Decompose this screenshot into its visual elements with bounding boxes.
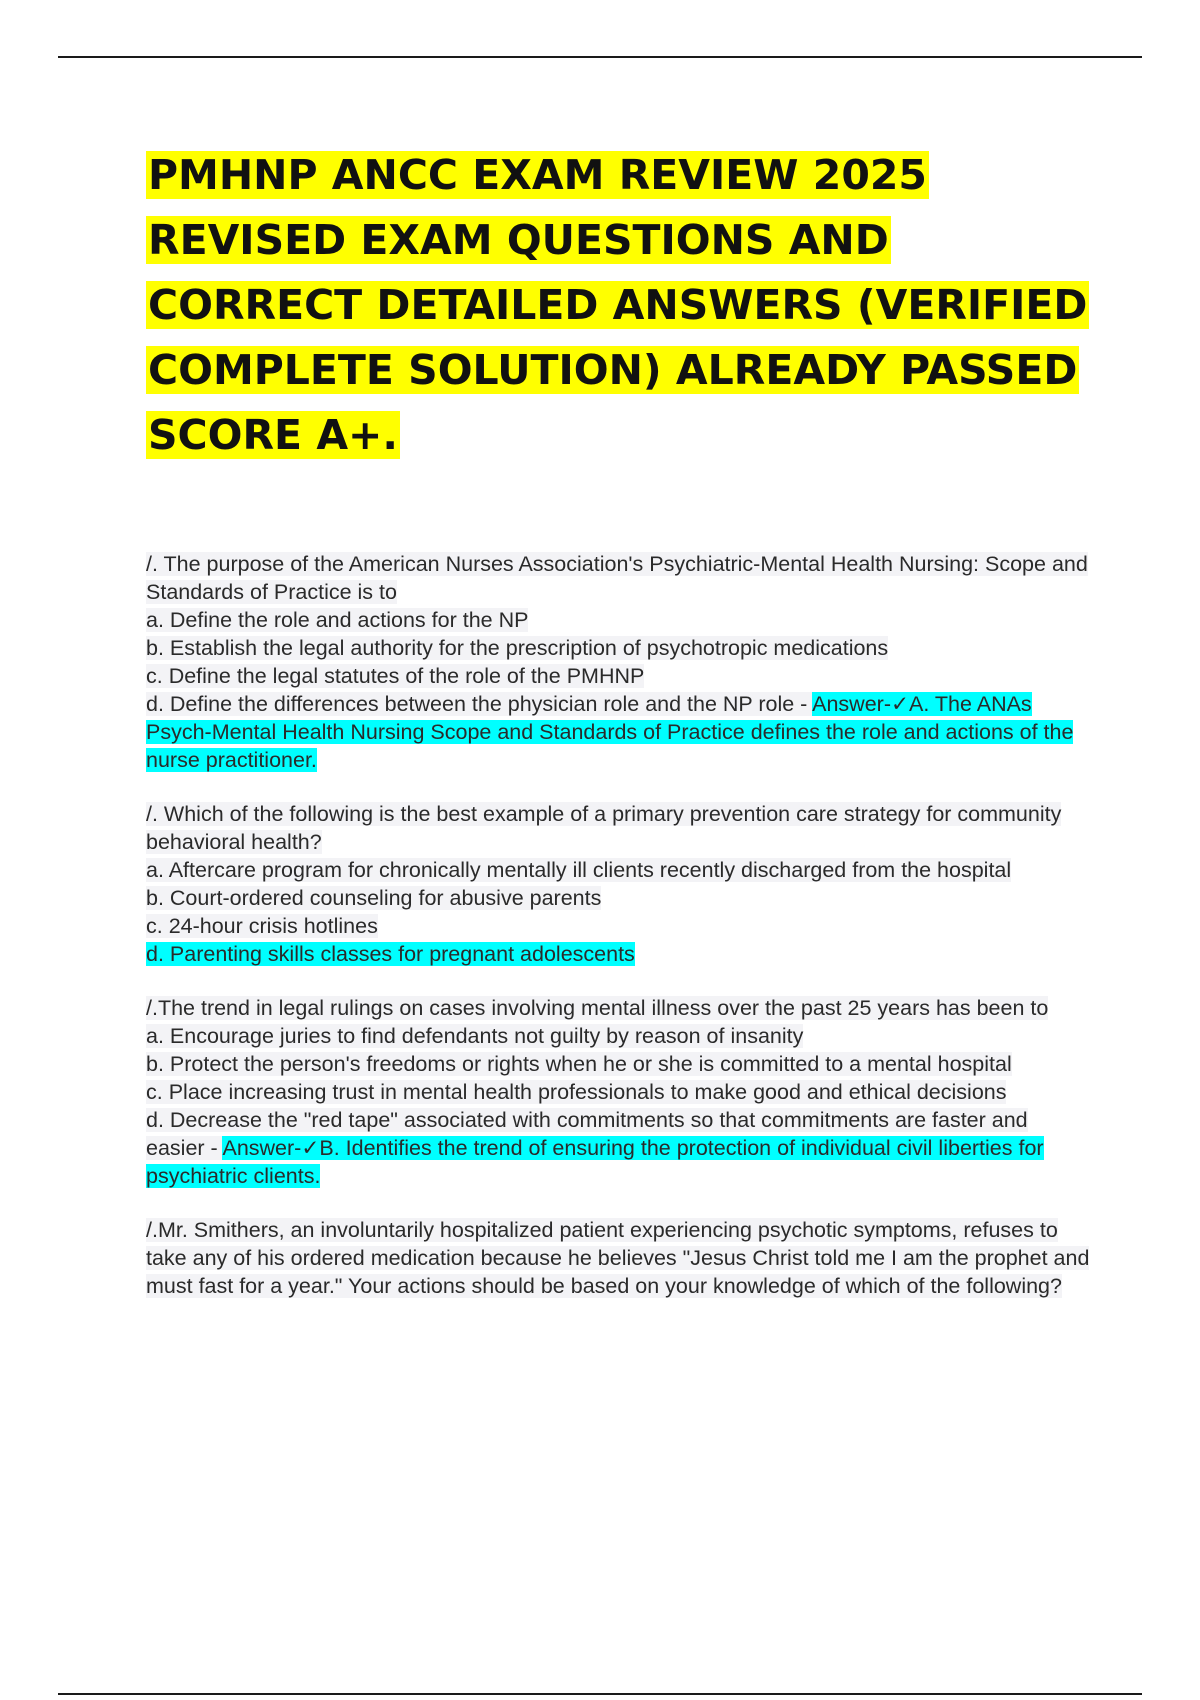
question-list — [146, 550, 1091, 1326]
question-block — [146, 1216, 1091, 1300]
answer-option: a. Encourage juries to find defendants not guilty by reason of insanity — [146, 1024, 804, 1048]
answer-option: a. Aftercare program for chronically mentally ill clients recently discharged from the hospital — [146, 858, 1012, 882]
answer-option: c. Place increasing trust in mental health professionals to make good and ethical decisions — [146, 1080, 1007, 1104]
header-rule — [58, 56, 1142, 58]
question-stem: /. The purpose of the American Nurses Association's Psychiatric-Mental Health Nursing: Scope and Standards of Practice is to — [146, 552, 1088, 604]
answer-option: d. Decrease the "red tape" associated with commitments so that commitments are faster and easier - Answer-✓B. Identifies the trend of ensuring the protection of individual civil liberties for psychiatric clients. — [146, 1108, 1044, 1188]
question-stem: /.The trend in legal rulings on cases involving mental illness over the past 25 years has been to — [146, 996, 1049, 1020]
title-highlight: PMHNP ANCC EXAM REVIEW 2025 REVISED EXAM QUESTIONS AND CORRECT DETAILED ANSWERS (VERIFIED COMPLETE SOLUTION) ALREADY PASSED SCORE A+. — [148, 151, 1088, 459]
question-block — [146, 800, 1091, 968]
answer-option: c. Define the legal statutes of the role of the PMHNP — [146, 664, 645, 688]
answer-option: b. Protect the person's freedoms or rights when he or she is committed to a mental hospital — [146, 1052, 1012, 1076]
correct-answer-highlight: Answer-✓B. Identifies the trend of ensuring the protection of individual civil liberties for psychiatric clients. — [146, 1136, 1044, 1188]
answer-option: a. Define the role and actions for the NP — [146, 608, 529, 632]
answer-option: b. Establish the legal authority for the prescription of psychotropic medications — [146, 636, 889, 660]
correct-answer-highlight: Answer-✓A. The ANAs Psych-Mental Health Nursing Scope and Standards of Practice defines the role and actions of the nurse practitioner. — [146, 692, 1074, 772]
document-title — [146, 143, 1106, 468]
question-stem: /. Which of the following is the best example of a primary prevention care strategy for community behavioral health? — [146, 802, 1062, 854]
answer-option — [146, 940, 1091, 968]
answer-option: c. 24-hour crisis hotlines — [146, 914, 378, 938]
answer-option: d. Define the differences between the physician role and the NP role - Answer-✓A. The ANAs Psych-Mental Health Nursing Scope and Standards of Practice defines the role and actions of the nurse practitioner. — [146, 692, 1074, 772]
correct-answer-highlight: d. Parenting skills classes for pregnant adolescents — [146, 942, 635, 966]
question-block — [146, 550, 1091, 774]
question-stem: /.Mr. Smithers, an involuntarily hospitalized patient experiencing psychotic symptoms, refuses to take any of his ordered medication because he believes "Jesus Christ told me I am the prophet and must fast for a year." Your actions should be based on your knowledge of which of the following? — [146, 1218, 1090, 1298]
footer-rule — [58, 1693, 1142, 1695]
question-block — [146, 994, 1091, 1190]
answer-option: b. Court-ordered counseling for abusive parents — [146, 886, 602, 910]
